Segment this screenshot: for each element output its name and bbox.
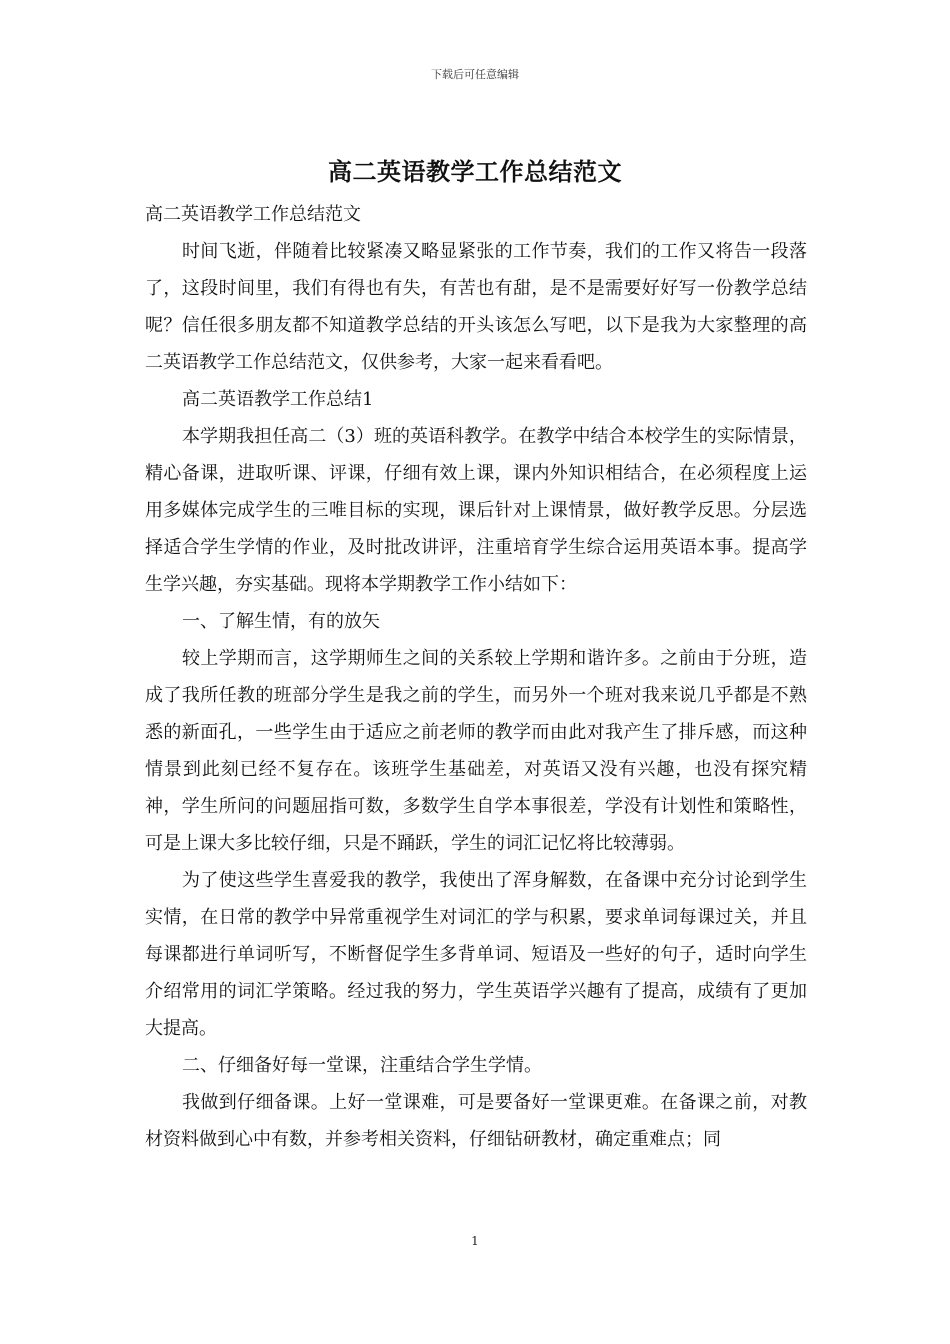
page-number: 1 [471, 1234, 479, 1248]
header-note: 下载后可任意编辑 [431, 68, 519, 81]
body-paragraph: 我做到仔细备课。上好一堂课难，可是要备好一堂课更难。在备课之前，对教材资料做到心中有数，并参考相关资料，仔细钻研教材，确定重难点；同 [145, 1092, 807, 1150]
body-paragraph: 为了使这些学生喜爱我的教学，我使出了浑身解数，在备课中充分讨论到学生实情，在日常的教学中异常重视学生对词汇的学与积累，要求单词每课过关，并且每课都进行单词听写，不断督促学生多背单词、短语及一些好的句子，适时向学生介绍常用的词汇学策略。经过我的努力，学生英语学兴趣有了提高，成绩有了更加大提高。 [145, 870, 807, 1039]
section-heading-1: 一、了解生情，有的放矢 [182, 611, 380, 632]
intro-paragraph: 时间飞逝，伴随着比较紧凑又略显紧张的工作节奏，我们的工作又将告一段落了，这段时间里，我们有得也有失，有苦也有甜，是不是需要好好写一份教学总结呢？信任很多朋友都不知道教学总结的开头该怎么写吧，以下是我为大家整理的高二英语教学工作总结范文，仅供参考，大家一起来看看吧。 [145, 241, 807, 373]
section-heading-summary-1: 高二英语教学工作总结1 [182, 389, 374, 410]
section-heading-2: 二、仔细备好每一堂课，注重结合学生学情。 [182, 1055, 542, 1076]
body-paragraph: 本学期我担任高二（3）班的英语科教学。在教学中结合本校学生的实际情景，精心备课，进取听课、评课，仔细有效上课，课内外知识相结合，在必须程度上运用多媒体完成学生的三唯目标的实现，课后针对上课情景，做好教学反思。分层选择适合学生学情的作业，及时批改讲评，注重培育学生综合运用英语本事。提高学生学兴趣，夯实基础。现将本学期教学工作小结如下： [145, 426, 807, 595]
subtitle-paragraph: 高二英语教学工作总结范文 [145, 204, 361, 225]
body-paragraph: 较上学期而言，这学期师生之间的关系较上学期和谐许多。之前由于分班，造成了我所任教的班部分学生是我之前的学生，而另外一个班对我来说几乎都是不熟悉的新面孔，一些学生由于适应之前老师的教学而由此对我产生了排斥感，而这种情景到此刻已经不复存在。该班学生基础差，对英语又没有兴趣，也没有探究精神，学生所问的问题屈指可数，多数学生自学本事很差，学没有计划性和策略性，可是上课大多比较仔细，只是不踊跃，学生的词汇记忆将比较薄弱。 [145, 648, 807, 854]
document-body [145, 196, 807, 1158]
document-title: 高二英语教学工作总结范文 [328, 157, 622, 186]
